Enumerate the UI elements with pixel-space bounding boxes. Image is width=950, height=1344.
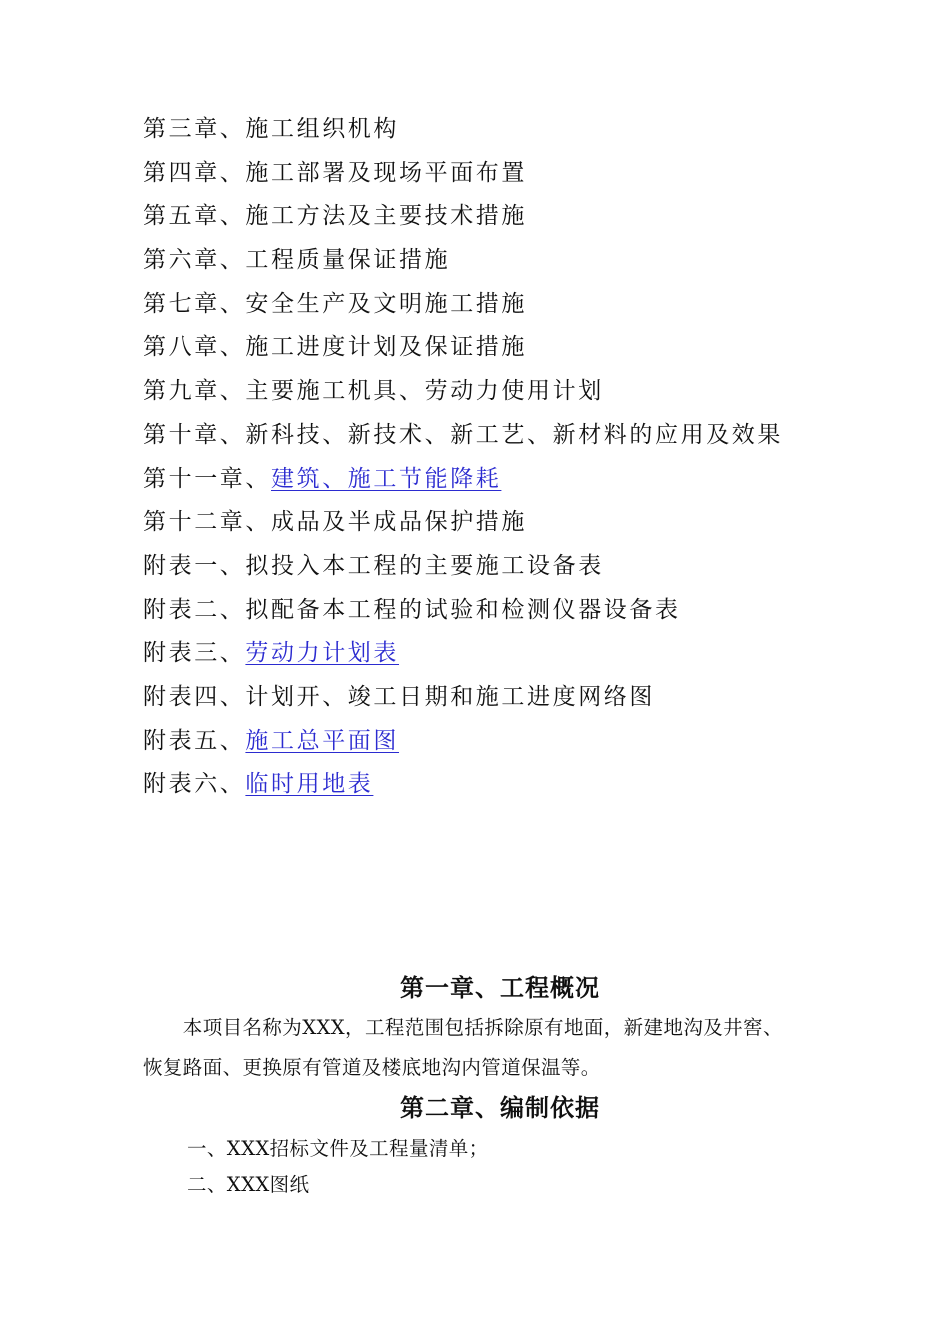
toc-item-text: 附表六、 <box>143 771 246 798</box>
toc-link-site-plan[interactable]: 施工总平面图 <box>245 727 400 754</box>
toc-link-labor-plan[interactable]: 劳动力计划表 <box>245 640 400 667</box>
toc-item <box>143 414 863 458</box>
toc-item-text: 附表三、 <box>143 640 246 667</box>
toc-item <box>143 458 863 502</box>
paragraph-line: 恢复路面、更换原有管道及楼底地沟内管道保温等。 <box>143 1056 601 1079</box>
toc-item <box>143 676 863 720</box>
toc-item-text: 第四章、施工部署及现场平面布置 <box>143 159 527 186</box>
toc-item-text: 第十一章、 <box>143 465 271 492</box>
chapter-1-title: 第一章、工程概况 <box>400 974 600 1002</box>
basis-item-1: 一、XXX招标文件及工程量清单； <box>187 1137 489 1160</box>
chapter-1-paragraph <box>143 1008 843 1088</box>
paragraph-line: 本项目名称为XXX，工程范围包括拆除原有地面，新建地沟及井窖、 <box>143 1016 783 1039</box>
toc-item-text: 附表五、 <box>143 727 246 754</box>
toc-item-text: 附表二、拟配备本工程的试验和检测仪器设备表 <box>143 596 681 623</box>
toc-item <box>143 545 863 589</box>
toc-item <box>143 720 863 764</box>
toc-item-text: 第八章、施工进度计划及保证措施 <box>143 334 527 361</box>
toc-item-text: 第五章、施工方法及主要技术措施 <box>143 203 527 230</box>
toc-item <box>143 195 863 239</box>
toc-item <box>143 108 863 152</box>
table-of-contents <box>143 108 863 807</box>
toc-item <box>143 763 863 807</box>
toc-item <box>143 326 863 370</box>
toc-item <box>143 370 863 414</box>
toc-item <box>143 632 863 676</box>
toc-item <box>143 152 863 196</box>
toc-item-text: 第十章、新科技、新技术、新工艺、新材料的应用及效果 <box>143 421 783 448</box>
toc-item-text: 第九章、主要施工机具、劳动力使用计划 <box>143 378 604 405</box>
toc-item-text: 附表一、拟投入本工程的主要施工设备表 <box>143 552 604 579</box>
toc-link-temporary-land[interactable]: 临时用地表 <box>245 771 374 798</box>
toc-item-text: 附表四、计划开、竣工日期和施工进度网络图 <box>143 683 655 710</box>
toc-item-text: 第十二章、成品及半成品保护措施 <box>143 509 527 536</box>
toc-item-text: 第三章、施工组织机构 <box>143 116 399 142</box>
basis-item-2: 二、XXX图纸 <box>187 1173 310 1196</box>
toc-link-energy-saving[interactable]: 建筑、施工节能降耗 <box>271 465 502 492</box>
toc-item-text: 第七章、安全生产及文明施工措施 <box>143 290 527 317</box>
toc-item-text: 第六章、工程质量保证措施 <box>143 247 451 274</box>
toc-item <box>143 501 863 545</box>
toc-item <box>143 283 863 327</box>
chapter-2-title: 第二章、编制依据 <box>400 1094 600 1122</box>
toc-item <box>143 239 863 283</box>
toc-item <box>143 589 863 633</box>
